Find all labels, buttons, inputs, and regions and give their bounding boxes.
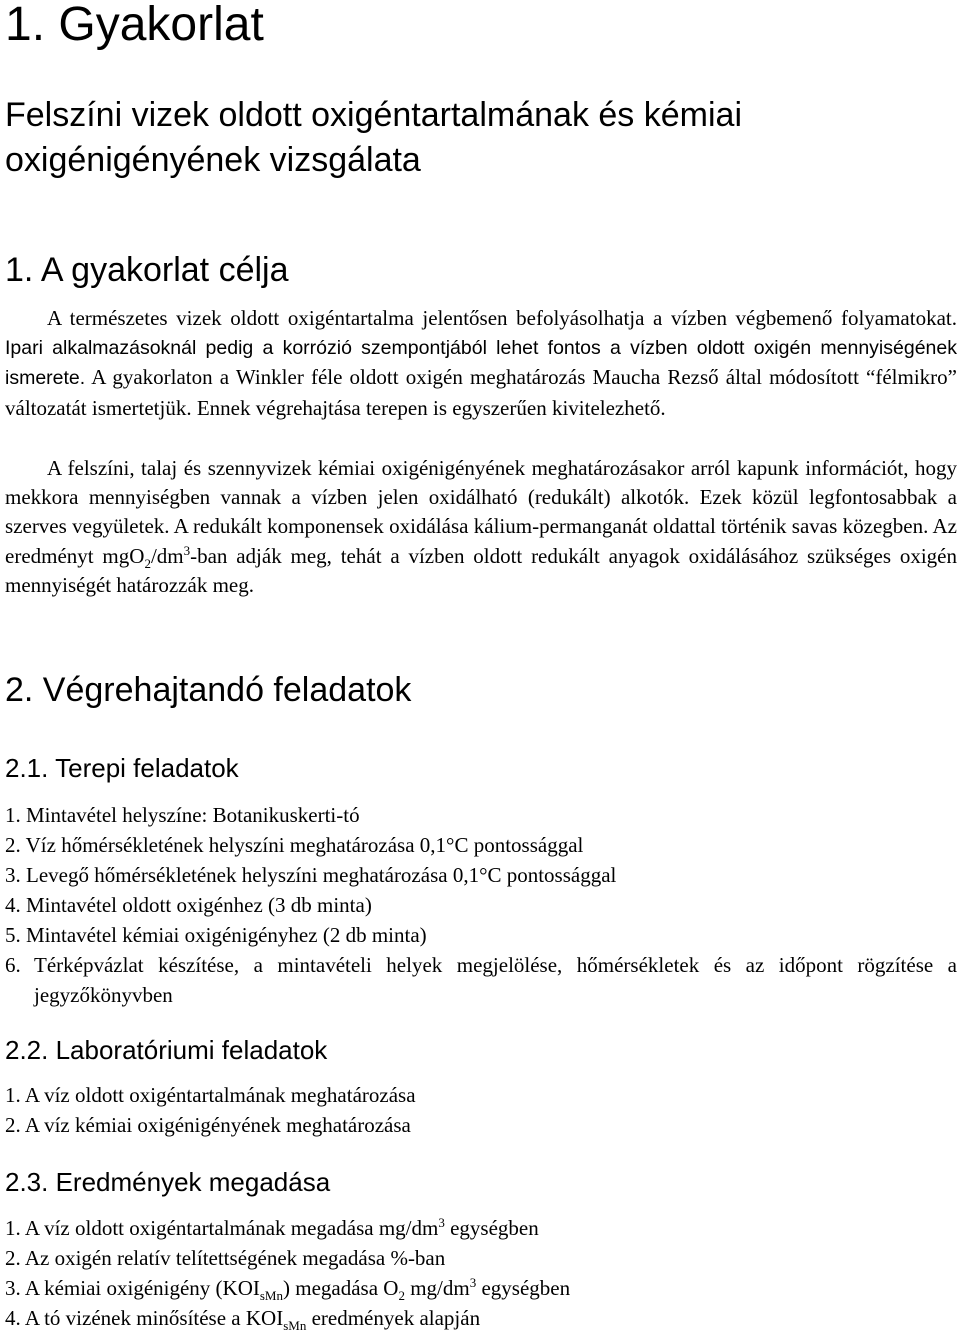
list-item-text: egységben xyxy=(476,1276,571,1300)
paragraph-text: A felszíni, talaj és szennyvizek kémiai oxigénigényének meghatározásakor arról kapunk információt, hogy mekkora mennyiségben vannak a vízben jelen oxidálható (redukált) alkotók. Ezek közül legfontosabbak a szerves vegyületek. A redukált komponensek oxidálása kálium-permanganát oldattal történik savas közegben. Az eredményt mgO xyxy=(5,456,957,568)
list-item xyxy=(5,950,957,1010)
list-item: 4. Mintavétel oldott oxigénhez (3 db minta) xyxy=(5,893,372,917)
subscript: sMn xyxy=(259,1288,283,1304)
subscript: sMn xyxy=(283,1318,307,1333)
list-item-text: 4. A tó vizének minősítése a KOI xyxy=(5,1306,284,1330)
list-item xyxy=(5,1303,957,1333)
page-title: 1. Gyakorlat xyxy=(5,0,264,51)
list-item: 2. A víz kémiai oxigénigényének meghatározása xyxy=(5,1113,411,1137)
list-item-text: egységben xyxy=(444,1216,539,1240)
list-item: 5. Mintavétel kémiai oxigénigényhez (2 db minta) xyxy=(5,923,427,947)
subscript: 2 xyxy=(398,1288,405,1304)
list-item: 2. Víz hőmérsékletének helyszíni meghatározása 0,1°C pontossággal xyxy=(5,833,584,857)
paragraph-text: -ban adják meg, tehát a vízben oldott redukált anyagok oxidálásához szükséges oxigén mennyiségét határozzák meg. xyxy=(5,543,958,597)
paragraph-sentence: Ennek végrehajtása terepen is egyszerűen kivitelezhető. xyxy=(196,395,666,420)
list-item-text: Térképvázlat készítése, a mintavételi helyek megjelölése, hőmérsékletek és az időpont rögzítése a jegyzőkönyvben xyxy=(34,953,957,1007)
paragraph-sentence: A gyakorlaton a Winkler féle oldott oxigén meghatározás Maucha Rezső által módosított “félmikro” változatát ismertetjük. xyxy=(5,365,957,420)
document-subtitle: Felszíni vizek oldott oxigéntartalmának és kémiai oxigénigényének vizsgálata xyxy=(5,96,742,179)
list-item-text: 1. A víz oldott oxigéntartalmának megadása mg/dm xyxy=(5,1216,439,1240)
section-2-2-heading: 2.2. Laboratóriumi feladatok xyxy=(5,1035,328,1065)
section-2-3-heading: 2.3. Eredmények megadása xyxy=(5,1167,331,1197)
list-item xyxy=(5,1273,957,1303)
list-item-text: 3. A kémiai oxigénigény (KOI xyxy=(5,1276,260,1300)
lab-tasks-list xyxy=(5,1080,957,1140)
paragraph-text: /dm xyxy=(150,543,184,568)
list-item: 1. Mintavétel helyszíne: Botanikuskerti-tó xyxy=(5,803,360,827)
list-item-text: ) megadása O xyxy=(283,1276,399,1300)
paragraph-sentence: A természetes vizek oldott oxigéntartalma jelentősen befolyásolhatja a vízben végbemenő folyamatokat. xyxy=(47,306,957,330)
superscript: 3 xyxy=(183,542,191,558)
section-1-heading: 1. A gyakorlat célja xyxy=(5,251,289,289)
paragraph-sentence: Ipari alkalmazásoknál pedig a korrózió szempontjából lehet fontos a vízben oldott oxigén mennyiségének ismerete. xyxy=(5,337,957,390)
section-1-paragraph-2 xyxy=(5,454,957,600)
field-tasks-list xyxy=(5,800,957,1010)
list-item: 1. A víz oldott oxigéntartalmának meghatározása xyxy=(5,1083,416,1107)
list-item xyxy=(5,1213,957,1243)
subscript: 2 xyxy=(144,555,151,571)
list-item: 3. Levegő hőmérsékletének helyszíni meghatározása 0,1°C pontossággal xyxy=(5,863,617,887)
list-item-text: eredmények alapján xyxy=(306,1306,481,1330)
superscript: 3 xyxy=(469,1275,477,1290)
list-item: 2. Az oxigén relatív telítettségének megadása %-ban xyxy=(5,1246,446,1270)
list-item-text: mg/dm xyxy=(404,1276,470,1300)
section-2-1-heading: 2.1. Terepi feladatok xyxy=(5,753,239,783)
results-list xyxy=(5,1213,957,1333)
section-1-paragraph-1 xyxy=(5,304,957,423)
list-item-number: 6. xyxy=(5,953,21,977)
section-2-heading: 2. Végrehajtandó feladatok xyxy=(5,671,412,709)
superscript: 3 xyxy=(438,1215,445,1230)
